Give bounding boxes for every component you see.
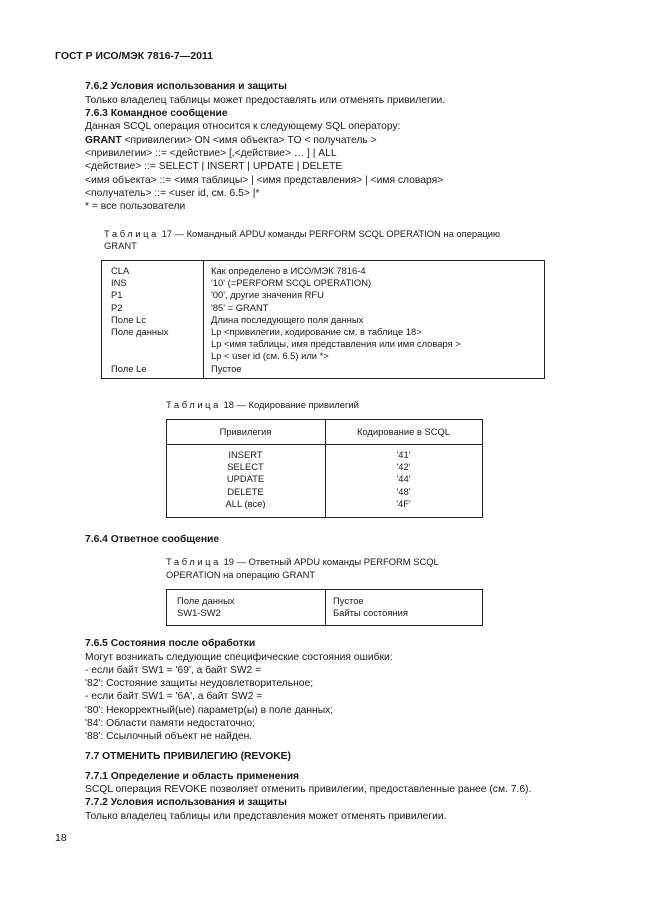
table-cell: DELETE xyxy=(227,485,264,497)
table-17-labels xyxy=(111,265,169,375)
table-cell: SELECT xyxy=(227,461,264,473)
table-cell: SW1-SW2 xyxy=(177,607,221,619)
table-17-caption-line2: GRANT xyxy=(104,240,137,251)
table-18-codes xyxy=(326,449,481,510)
paragraph: '82': Состояние защиты неудовлетворительное; xyxy=(85,678,314,689)
paragraph: Данная SCQL операция относится к следующему SQL оператору: xyxy=(85,121,401,132)
section-title-7-6-3: 7.6.3 Командное сообщение xyxy=(85,108,228,119)
table-18-privileges xyxy=(166,449,325,510)
paragraph: - если байт SW1 = '69', а байт SW2 = xyxy=(85,665,262,676)
table-cell: Поле данных xyxy=(177,595,235,606)
table-word: Таблица xyxy=(166,556,221,567)
section-title-7-6-5: 7.6.5 Состояния после обработки xyxy=(85,638,256,649)
syntax-line: <получатель> ::= <user id, см. 6.5> |* xyxy=(85,188,260,199)
table-cell: '10' (=PERFORM SCQL OPERATION) xyxy=(211,277,372,289)
syntax-line: <действие> ::= SELECT | INSERT | UPDATE | DELETE xyxy=(85,161,343,172)
section-title-7-7-2: 7.7.2 Условия использования и защиты xyxy=(85,797,287,808)
table-cell: Lp < user id (см. 6.5) или *> xyxy=(211,350,329,362)
grant-syntax-rest: <привилегии> ON <имя объекта> TO < получатель > xyxy=(121,135,377,146)
table-word: Таблица xyxy=(166,399,221,410)
document-header: ГОСТ Р ИСО/МЭК 7816-7—2011 xyxy=(55,50,214,62)
paragraph: - если байт SW1 = '6A', а байт SW2 = xyxy=(85,691,263,702)
paragraph: '88': Ссылочный объект не найден. xyxy=(85,731,253,742)
table-cell: Пустое xyxy=(211,362,242,374)
table-cell: CLA xyxy=(111,265,130,276)
table-19-caption: Таблица 19 — Ответный APDU команды PERFORM SCQL xyxy=(166,556,439,567)
table-cell: P1 xyxy=(111,289,123,301)
table-cell: '00', другие значения RFU xyxy=(211,289,324,301)
table-divider xyxy=(325,589,326,625)
section-title-7-7-1: 7.7.1 Определение и область применения xyxy=(85,771,300,782)
table-19-left xyxy=(177,595,235,619)
paragraph: Только владелец таблицы может предоставлять или отменять привилегии. xyxy=(85,95,446,106)
table-cell: Lp <привилегии, кодирование см. в таблице 18> xyxy=(211,326,422,338)
table-cell: '48' xyxy=(396,485,411,497)
syntax-line: * = все пользователи xyxy=(85,201,186,212)
grant-syntax-line xyxy=(85,135,377,146)
table-cell: INSERT xyxy=(228,449,263,460)
table-18-caption: Таблица 18 — Кодирование привилегий xyxy=(166,399,359,410)
table-cell: Байты состояния xyxy=(333,607,408,619)
table-cell: '85' = GRANT xyxy=(211,301,269,313)
table-header-coding: Кодирование в SCQL xyxy=(356,426,451,437)
table-19-right xyxy=(333,595,408,619)
table-cell: '4F' xyxy=(396,497,411,509)
table-cell: Поле Le xyxy=(111,362,147,374)
grant-keyword: GRANT xyxy=(85,135,122,146)
table-word: Таблица xyxy=(104,228,159,239)
table-cell: '41' xyxy=(396,449,411,460)
table-17-values xyxy=(211,265,461,375)
paragraph: SCQL операция REVOKE позволяет отменить привилегии, предоставленные ранее (см. 7.6). xyxy=(85,784,532,795)
paragraph: Только владелец таблицы или представления может отменять привилегии. xyxy=(85,811,447,822)
table-cell: Поле данных xyxy=(111,326,169,338)
table-cell: '42' xyxy=(396,461,411,473)
table-cell: INS xyxy=(111,277,127,289)
paragraph: '80': Некорректный(ые) параметр(ы) в поле данных; xyxy=(85,705,334,716)
table-cell xyxy=(111,350,169,362)
table-cell: Пустое xyxy=(333,595,364,606)
table-cell: Длина последующего поля данных xyxy=(211,313,364,325)
syntax-line: <имя объекта> ::= <имя таблицы> | <имя представления> | <имя словаря> xyxy=(85,175,444,186)
table-19-caption-line2: OPERATION на операцию GRANT xyxy=(166,569,316,580)
table-cell: Как определено в ИСО/МЭК 7816-4 xyxy=(211,265,366,276)
table-17-caption: Таблица 17 — Командный APDU команды PERFORM SCQL OPERATION на операцию xyxy=(104,228,501,239)
paragraph: Могут возникать следующие специфические состояния ошибки: xyxy=(85,652,393,663)
page-number: 18 xyxy=(55,832,67,844)
table-cell: '44' xyxy=(396,473,411,485)
table-cell: P2 xyxy=(111,301,123,313)
table-header-privilege: Привилегия xyxy=(219,426,272,437)
section-title-7-7: 7.7 ОТМЕНИТЬ ПРИВИЛЕГИЮ (REVOKE) xyxy=(85,751,291,762)
section-title-7-6-4: 7.6.4 Ответное сообщение xyxy=(85,534,220,545)
table-cell: ALL (все) xyxy=(225,497,266,509)
table-cell: UPDATE xyxy=(226,473,265,485)
table-divider xyxy=(203,260,204,378)
table-cell: Lp <имя таблицы, имя представления или имя словаря > xyxy=(211,338,461,350)
table-header-divider xyxy=(166,444,482,445)
paragraph: '84': Области памяти недостаточно; xyxy=(85,718,255,729)
section-title-7-6-2: 7.6.2 Условия использования и защиты xyxy=(85,81,287,92)
table-cell xyxy=(111,338,169,350)
syntax-line: <привилегии> ::= <действие> [,<действие> … ] | ALL xyxy=(85,148,337,159)
table-cell: Поле Lc xyxy=(111,313,146,325)
